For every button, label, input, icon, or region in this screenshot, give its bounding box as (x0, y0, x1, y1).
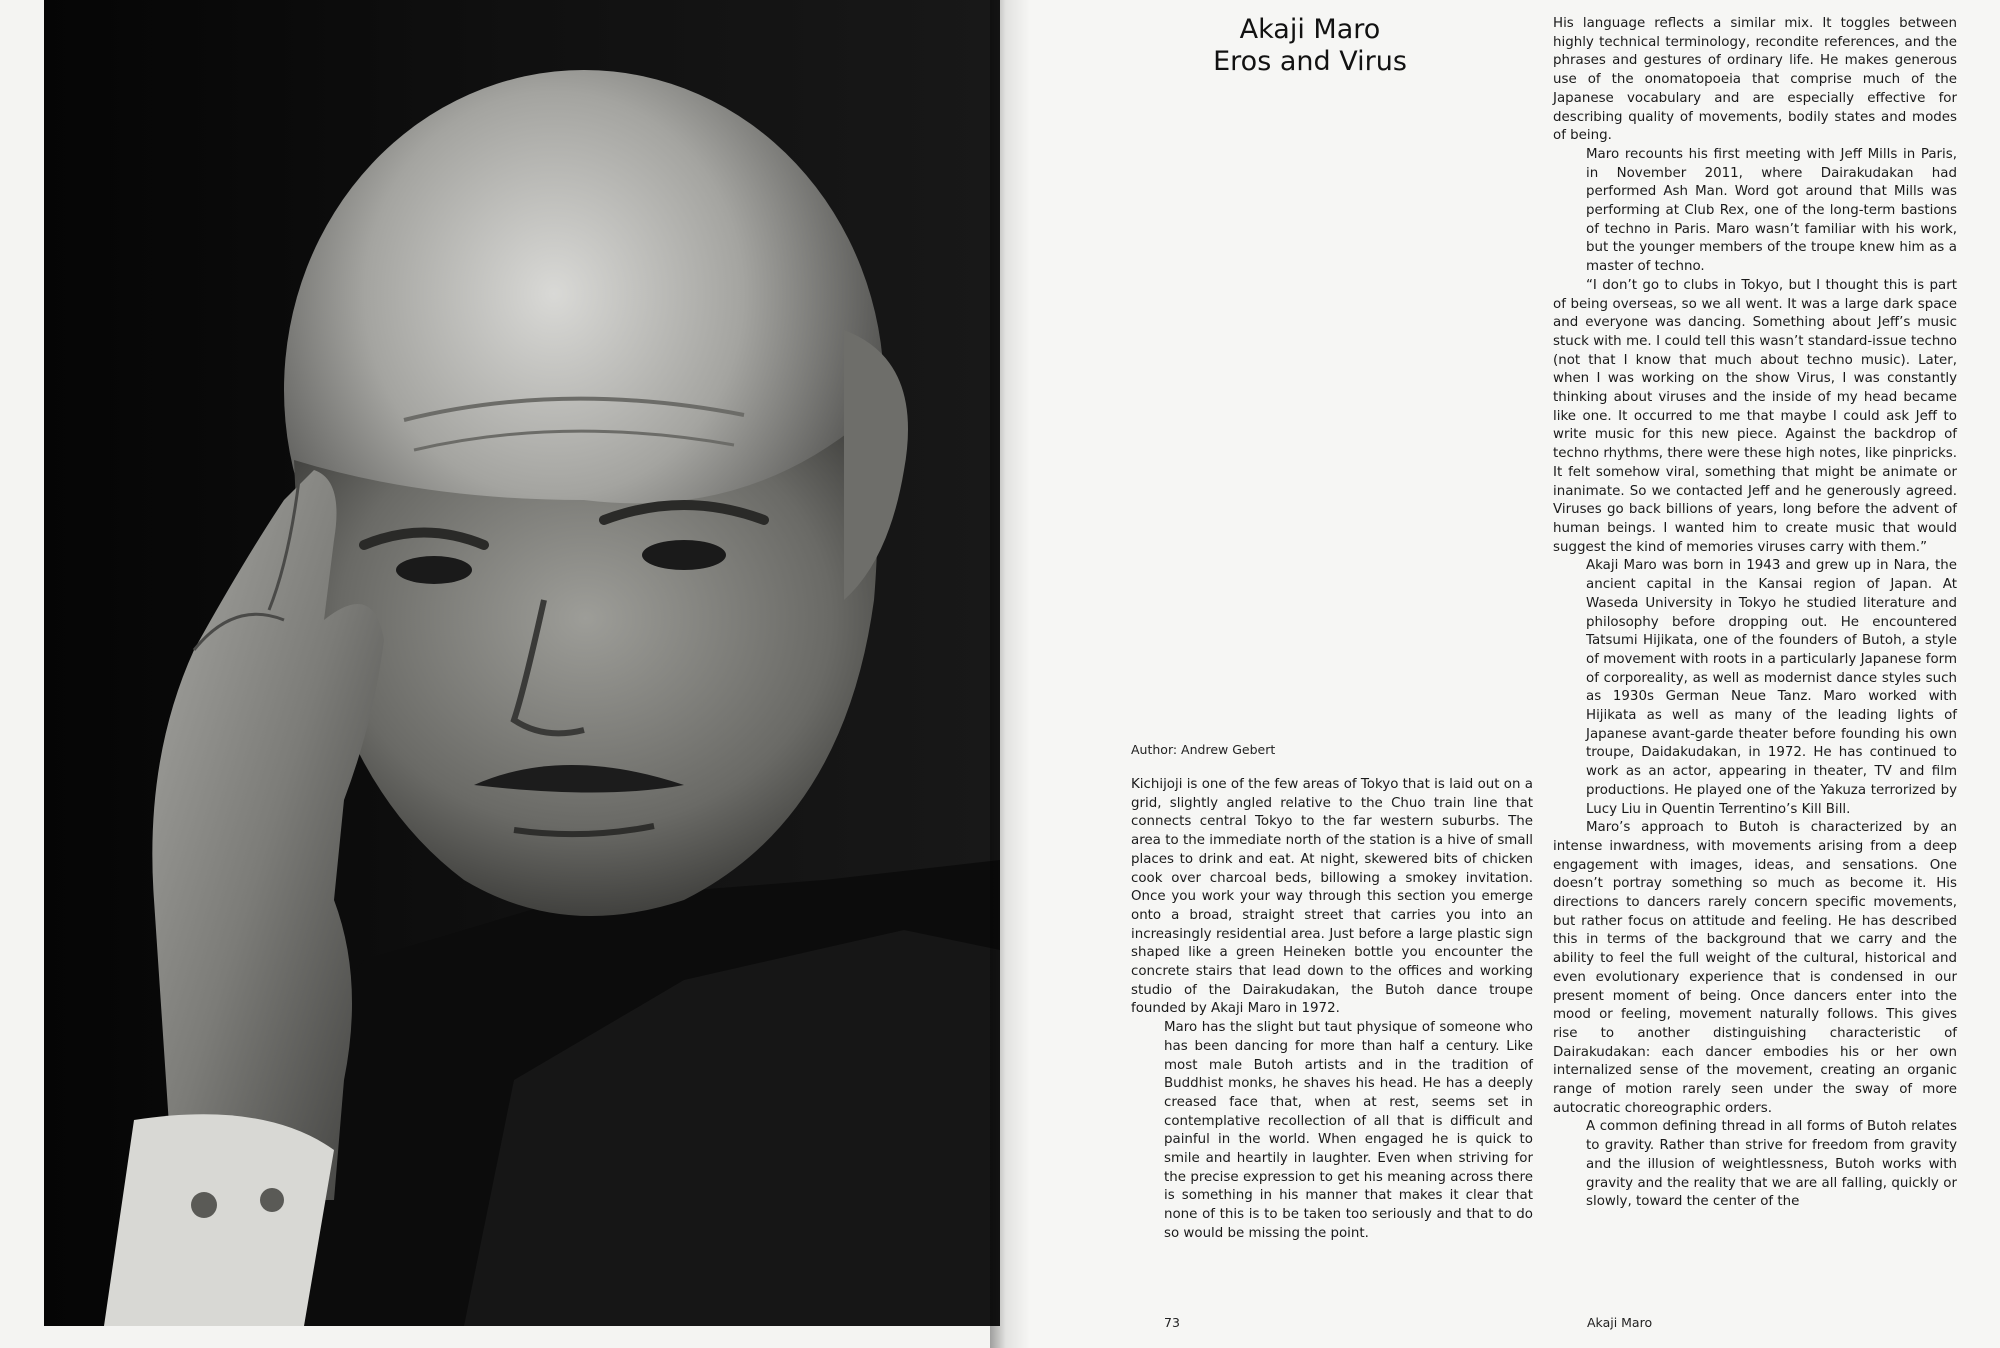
article-title-line-1: Akaji Maro (1239, 14, 1381, 45)
paragraph: “I don’t go to clubs in Tokyo, but I thought this is part of being overseas, so we all went. It was a large dark space and everyone was dancing. Something about Jeff’s music stuck with me. I could tell this wasn’t standard-issue techno (not that I know that much about techno music). Later, when I was working on the show Virus, I was constantly thinking about viruses and the inside of my head became like one. It occurred to me that maybe I could ask Jeff to write music for this new piece. Against the backdrop of techno rhythms, there were these high notes, like pinpricks. It felt somehow viral, something that might be animate or inanimate. So we contacted Jeff and he generously agreed. Viruses go back billions of years, long before the advent of human beings. I wanted him to create music that would suggest the kind of memories viruses carry with them.” (1553, 277, 1957, 555)
paragraph: His language reflects a similar mix. It toggles between highly technical terminology, recondite references, and the phrases and gestures of ordinary life. He makes generous use of the onomatopoeia that comprise much of the Japanese vocabulary and are especially effective for describing quality of movements, bodily states and modes of being. (1553, 16, 1957, 144)
paragraph: Maro recounts his first meeting with Jeff Mills in Paris, in November 2011, where Dairakudakan had performed Ash Man. Word got around that Mills was performing at Club Rex, one of the long-term bastions of techno in Paris. Maro wasn’t familiar with his work, but the younger members of the troupe knew him as a master of techno. (1586, 146, 1957, 275)
paragraph: A common defining thread in all forms of Butoh relates to gravity. Rather than strive for freedom from gravity and the illusion of weightlessness, Butoh works with gravity and the reality that we are all falling, quickly or slowly, toward the center of the (1586, 1119, 1957, 1210)
running-head: Akaji Maro (1587, 1315, 1653, 1330)
body-column-right (1553, 15, 1957, 1212)
article-title (1130, 14, 1490, 78)
author-byline: Author: Andrew Gebert (1131, 742, 1276, 757)
paragraph: Akaji Maro was born in 1943 and grew up in Nara, the ancient capital in the Kansai region of Japan. At Waseda University in Tokyo he studied literature and philosophy before dropping out. He encountered Tatsumi Hijikata, one of the founders of Butoh, a style of movement with roots in a particularly Japanese form of corporeality, as well as modernist dance styles such as 1930s German Neue Tanz. Maro worked with Hijikata as well as many of the leading lights of Japanese avant-garde theater before founding his own troupe, Daidakudakan, in 1972. He has continued to work as an actor, appearing in theater, TV and film productions. He played one of the Yakuza terrorized by Lucy Liu in Quentin Terrentino’s Kill Bill. (1586, 558, 1957, 817)
paragraph: Maro’s approach to Butoh is characterized by an intense inwardness, with movements arising from a deep engagement with images, ideas, and sensations. One doesn’t portray something so much as become it. His directions to dancers rarely concern specific movements, but rather focus on attitude and feeling. He has described this in terms of the background that we carry and the ability to feel the full weight of the cultural, historical and even evolutionary experience that is condensed in our present moment of being. Once dancers enter into the mood or feeling, movement naturally follows. This gives rise to another distinguishing characteristic of Dairakudakan: each dancer embodies his or her own internalized sense of the movement, creating an organic range of motion rarely seen under the sway of more autocratic choreographic orders. (1553, 820, 1957, 1116)
portrait-photo (44, 0, 1000, 1326)
page-number: 73 (1164, 1315, 1180, 1330)
body-column-left (1131, 776, 1533, 1244)
book-gutter-shadow (990, 0, 1030, 1348)
article-title-line-2: Eros and Virus (1213, 46, 1407, 77)
portrait-illustration (44, 0, 1000, 1326)
right-page (1000, 0, 2000, 1348)
paragraph: Maro has the slight but taut physique of someone who has been dancing for more than half a century. Like most male Butoh artists and in the tradition of Buddhist monks, he shaves his head. He has a deeply creased face that, when at rest, seems set in contemplative recollection of all that is difficult and painful in the world. When engaged he is quick to smile and heartily in laughter. Even when striving for the precise expression to get his meaning across there is something in his manner that makes it clear that none of this is to be taken too seriously and that to do so would be missing the point. (1164, 1020, 1533, 1241)
paragraph: Kichijoji is one of the few areas of Tokyo that is laid out on a grid, slightly angled relative to the Chuo train line that connects central Tokyo to the far western suburbs. The area to the immediate north of the station is a hive of small places to drink and eat. At night, skewered bits of chicken cook over charcoal beds, billowing a smokey invitation. Once you work your way through this section you emerge onto a broad, straight street that carries you into an increasingly residential area. Just before a large plastic sign shaped like a green Heineken bottle you encounter the concrete stairs that lead down to the offices and working studio of the Dairakudakan, the Butoh dance troupe founded by Akaji Maro in 1972. (1131, 777, 1533, 1017)
